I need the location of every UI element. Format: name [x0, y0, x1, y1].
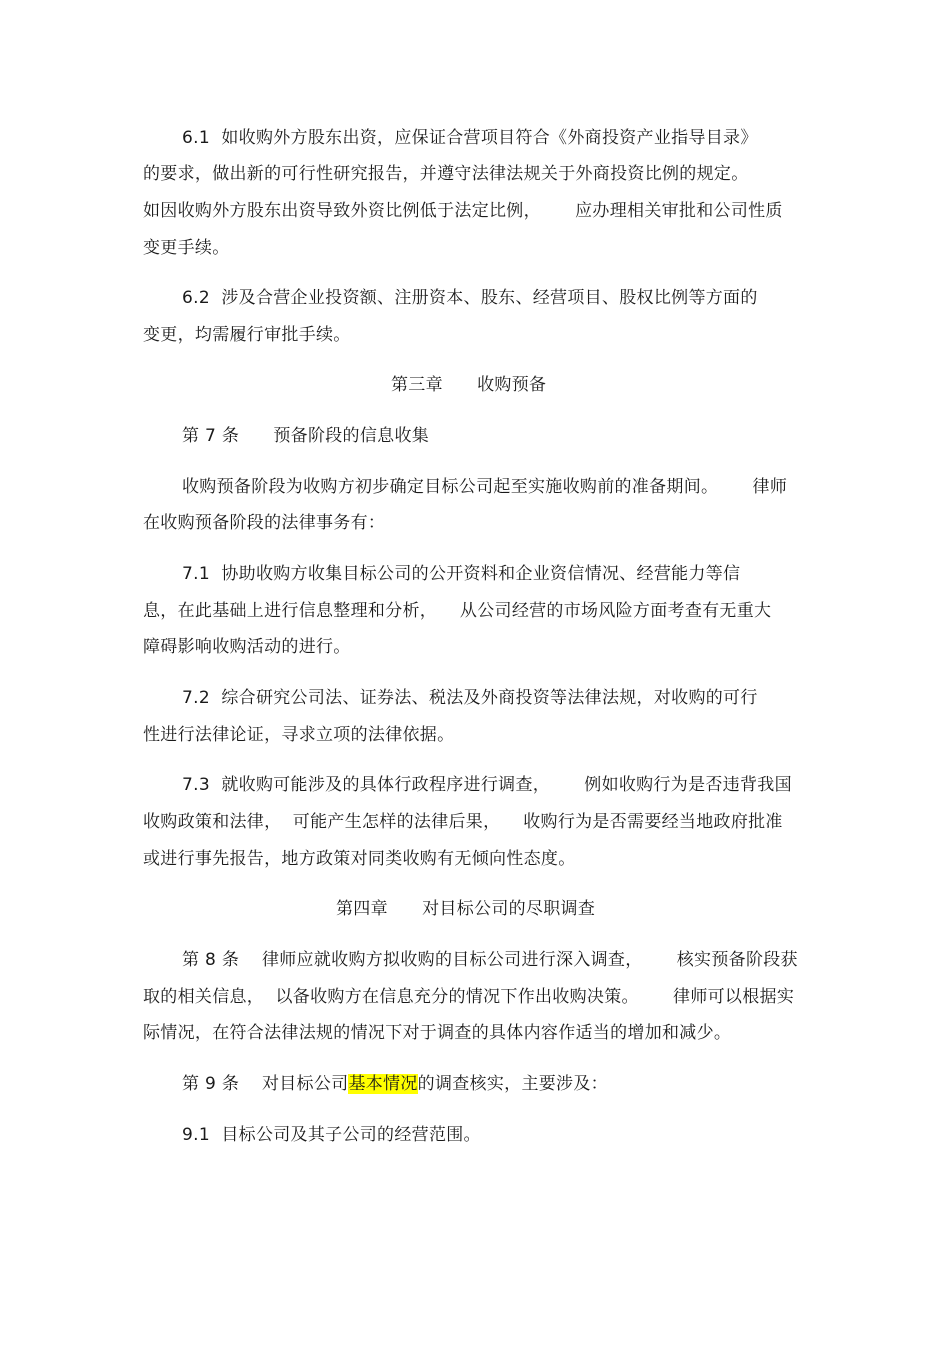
para-7-intro-line-1: 收购预备阶段为收购方初步确定目标公司起至实施收购前的准备期间。 律师	[182, 477, 788, 497]
article-7-heading: 第 7 条 预备阶段的信息收集	[182, 426, 430, 446]
para-6-1-line-4: 变更手续。	[143, 238, 230, 258]
para-7-1-line-3: 障碍影响收购活动的进行。	[143, 637, 351, 657]
article-9-suffix: 的调查核实，主要涉及：	[417, 1074, 608, 1094]
chapter-3-heading: 第三章 收购预备	[391, 375, 547, 395]
para-6-2-line-1: 6.2 涉及合营企业投资额、注册资本、股东、经营项目、股权比例等方面的	[182, 288, 758, 308]
article-9-prefix: 第 9 条 对目标公司	[182, 1074, 349, 1094]
article-8-line-2: 取的相关信息， 以备收购方在信息充分的情况下作出收购决策。 律师可以根据实	[143, 987, 795, 1007]
article-8-line-1: 第 8 条 律师应就收购方拟收购的目标公司进行深入调查， 核实预备阶段获	[182, 950, 798, 970]
highlighted-text: 基本情况	[348, 1074, 418, 1094]
para-7-3-line-2: 收购政策和法律， 可能产生怎样的法律后果， 收购行为是否需要经当地政府批准	[143, 812, 783, 832]
article-8-line-3: 际情况，在符合法律法规的情况下对于调查的具体内容作适当的增加和减少。	[143, 1023, 732, 1043]
para-6-1-line-2: 的要求，做出新的可行性研究报告，并遵守法律法规关于外商投资比例的规定。	[143, 164, 749, 184]
para-7-2-line-2: 性进行法律论证，寻求立项的法律依据。	[143, 725, 455, 745]
para-6-1-line-3: 如因收购外方股东出资导致外资比例低于法定比例， 应办理相关审批和公司性质	[143, 201, 783, 221]
para-7-1-line-1: 7.1 协助收购方收集目标公司的公开资料和企业资信情况、经营能力等信	[182, 564, 741, 584]
para-7-3-line-3: 或进行事先报告，地方政策对同类收购有无倾向性态度。	[143, 849, 576, 869]
para-6-1-line-1: 6.1 如收购外方股东出资，应保证合营项目符合《外商投资产业指导目录》	[182, 128, 758, 148]
para-6-2-line-2: 变更，均需履行审批手续。	[143, 325, 351, 345]
para-9-1: 9.1 目标公司及其子公司的经营范围。	[182, 1125, 481, 1145]
para-7-1-line-2: 息，在此基础上进行信息整理和分析， 从公司经营的市场风险方面考查有无重大	[143, 601, 772, 621]
para-7-3-line-1: 7.3 就收购可能涉及的具体行政程序进行调查， 例如收购行为是否违背我国	[182, 775, 792, 795]
para-7-2-line-1: 7.2 综合研究公司法、证券法、税法及外商投资等法律法规，对收购的可行	[182, 688, 758, 708]
para-7-intro-line-2: 在收购预备阶段的法律事务有：	[143, 513, 386, 533]
article-9-line	[182, 1072, 608, 1096]
chapter-4-heading: 第四章 对目标公司的尽职调查	[336, 899, 596, 919]
